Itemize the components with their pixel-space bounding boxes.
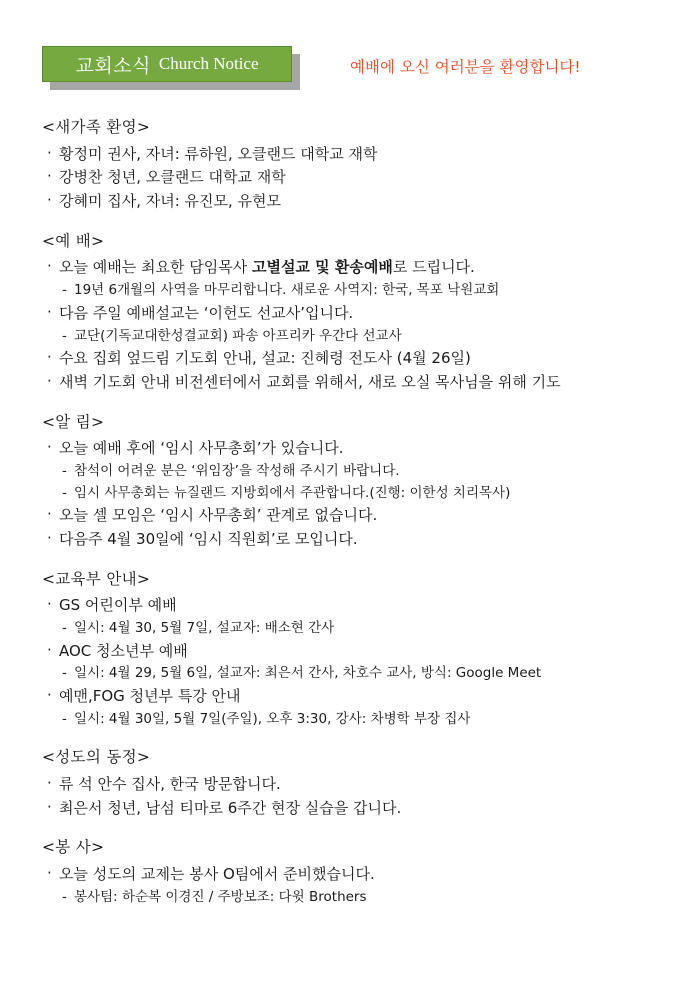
header <box>42 46 670 98</box>
notice-bullet: · 오늘 예배 후에 ‘임시 사무총회’가 있습니다. <box>42 437 670 460</box>
notice-subline: - 일시: 4월 30, 5월 7일, 설교자: 배소현 간사 <box>42 618 670 639</box>
notice-section <box>42 230 670 394</box>
notice-subline: - 일시: 4월 29, 5월 6일, 설교자: 최은서 간사, 차호수 교사, 방식: Google Meet <box>42 663 670 684</box>
notice-content <box>42 116 670 907</box>
section-heading: <성도의 동정> <box>42 748 151 767</box>
notice-bullet: · 오늘 성도의 교제는 봉사 O팀에서 준비했습니다. <box>42 863 670 886</box>
title-badge-wrapper <box>42 46 300 86</box>
notice-bullet <box>42 256 670 279</box>
notice-subline: - 봉사팀: 하순복 이경진 / 주방보조: 다윗 Brothers <box>42 887 670 908</box>
notice-section <box>42 116 670 213</box>
notice-subline: - 임시 사무총회는 뉴질랜드 지방회에서 주관합니다.(진행: 이한성 치리목사) <box>42 483 670 504</box>
line-text-end: 로 드립니다. <box>392 258 475 277</box>
notice-bullet: · 강혜미 집사, 자녀: 유진모, 유현모 <box>42 190 670 213</box>
section-heading: <봉 사> <box>42 838 105 857</box>
line-text-start: 오늘 예배는 최요한 담임목사 <box>59 258 252 277</box>
notice-bullet: · 황정미 권사, 자녀: 류하원, 오클랜드 대학교 재학 <box>42 143 670 166</box>
notice-bullet: · AOC 청소년부 예배 <box>42 640 670 663</box>
notice-subline: - 교단(기독교대한성결교회) 파송 아프리카 우간다 선교사 <box>42 326 670 347</box>
notice-bullet: · 수요 집회 엎드림 기도회 안내, 설교: 진혜령 전도사 (4월 26일) <box>42 347 670 370</box>
notice-bullet: · 다음주 4월 30일에 ‘임시 직원회’로 모입니다. <box>42 528 670 551</box>
line-text-emphasis: 고별설교 및 환송예배 <box>251 258 393 277</box>
notice-bullet: · 새벽 기도회 안내 비전센터에서 교회를 위해서, 새로 오실 목사님을 위해 기도 <box>42 371 670 394</box>
notice-bullet: · 강병찬 청년, 오클랜드 대학교 재학 <box>42 166 670 189</box>
notice-section <box>42 836 670 907</box>
notice-bullet: · 오늘 셀 모임은 ‘임시 사무총회’ 관계로 없습니다. <box>42 504 670 527</box>
notice-bullet: · 류 석 안수 집사, 한국 방문합니다. <box>42 773 670 796</box>
notice-bullet: · 다음 주일 예배설교는 ‘이헌도 선교사’입니다. <box>42 302 670 325</box>
welcome-message: 예배에 오신 여러분을 환영합니다! <box>350 58 581 76</box>
section-heading: <알 림> <box>42 412 105 431</box>
notice-section <box>42 568 670 729</box>
section-heading: <교육부 안내> <box>42 569 151 588</box>
section-heading: <예 배> <box>42 231 105 250</box>
title-english: Church Notice <box>158 54 259 73</box>
notice-section <box>42 746 670 819</box>
notice-section <box>42 411 670 551</box>
notice-bullet: · GS 어린이부 예배 <box>42 594 670 617</box>
notice-subline: - 일시: 4월 30일, 5월 7일(주일), 오후 3:30, 강사: 차병학 부장 집사 <box>42 709 670 730</box>
notice-subline: - 19년 6개월의 사역을 마무리합니다. 새로운 사역지: 한국, 목포 낙원교회 <box>42 280 670 301</box>
title-badge <box>42 46 292 82</box>
notice-subline: - 참석이 어려운 분은 ‘위임장’을 작성해 주시기 바랍니다. <box>42 461 670 482</box>
notice-bullet: · 최은서 청년, 남섬 티마로 6주간 현장 실습을 갑니다. <box>42 797 670 820</box>
section-heading: <새가족 환영> <box>42 118 151 136</box>
title-korean: 교회소식 <box>75 54 151 77</box>
notice-bullet: · 예맨,FOG 청년부 특강 안내 <box>42 685 670 708</box>
